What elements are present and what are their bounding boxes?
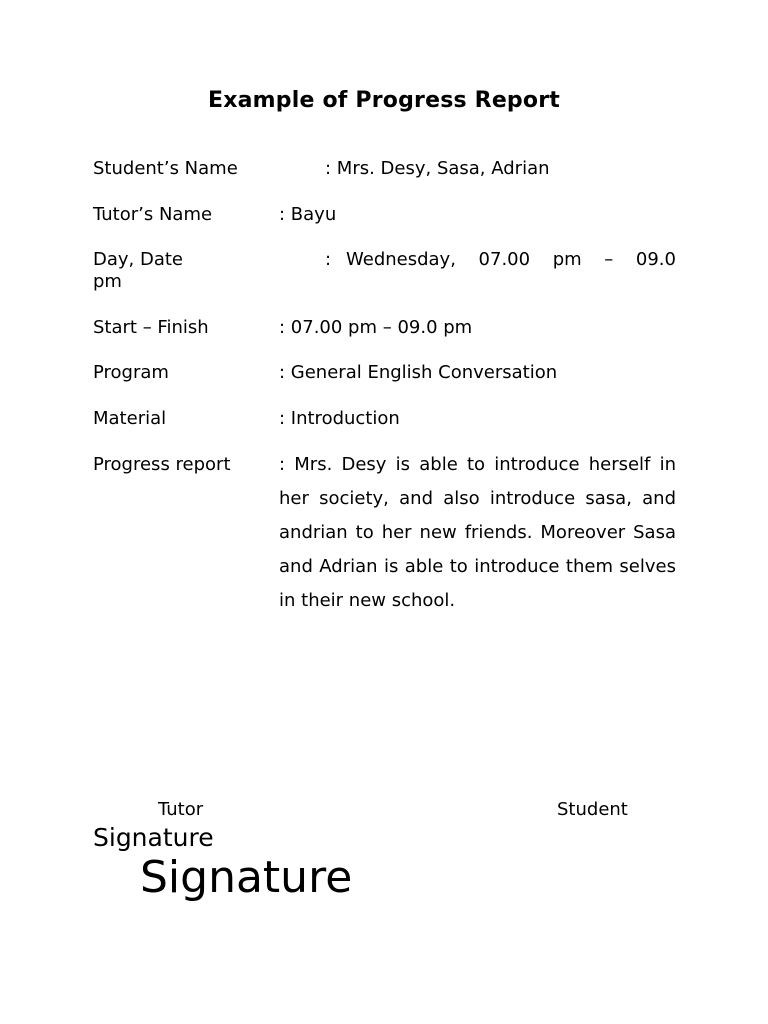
start-finish-label: Start – Finish <box>93 317 209 338</box>
day-date-pm-continued: pm <box>93 271 122 292</box>
day-date-value <box>346 248 676 272</box>
day-date-label: Day, Date <box>93 249 184 270</box>
tutors-name-value: : Bayu <box>279 204 337 225</box>
tutors-name-label: Tutor’s Name <box>93 204 213 225</box>
program-label: Program <box>93 362 169 383</box>
progress-report-row <box>93 448 676 658</box>
progress-report-text: : Mrs. Desy is able to introduce herself in her society, and also introduce sasa, and andrian to her new friends. Moreover Sasa and Adrian is able to introduce them selves in their new school. <box>279 454 676 611</box>
program-value: : General English Conversation <box>279 362 558 383</box>
day-date-row <box>93 248 676 296</box>
signature-large: Signature <box>140 852 353 903</box>
page-title: Example of Progress Report <box>208 88 560 113</box>
tutor-label: Tutor <box>158 799 204 820</box>
day-date-day: Wednesday, <box>346 249 456 270</box>
day-date-dash: – <box>604 249 614 270</box>
students-name-label: Student’s Name <box>93 158 238 179</box>
day-date-colon: : <box>325 249 332 270</box>
students-name-value: : Mrs. Desy, Sasa, Adrian <box>325 158 550 179</box>
day-date-time-end: 09.0 <box>635 249 676 270</box>
start-finish-value: : 07.00 pm – 09.0 pm <box>279 317 473 338</box>
student-label: Student <box>557 799 628 820</box>
material-value: : Introduction <box>279 408 400 429</box>
day-date-time-start: 07.00 <box>478 249 531 270</box>
day-date-pm: pm <box>552 249 582 270</box>
progress-report-label: Progress report <box>93 454 231 475</box>
signature-small: Signature <box>93 823 214 852</box>
material-label: Material <box>93 408 167 429</box>
